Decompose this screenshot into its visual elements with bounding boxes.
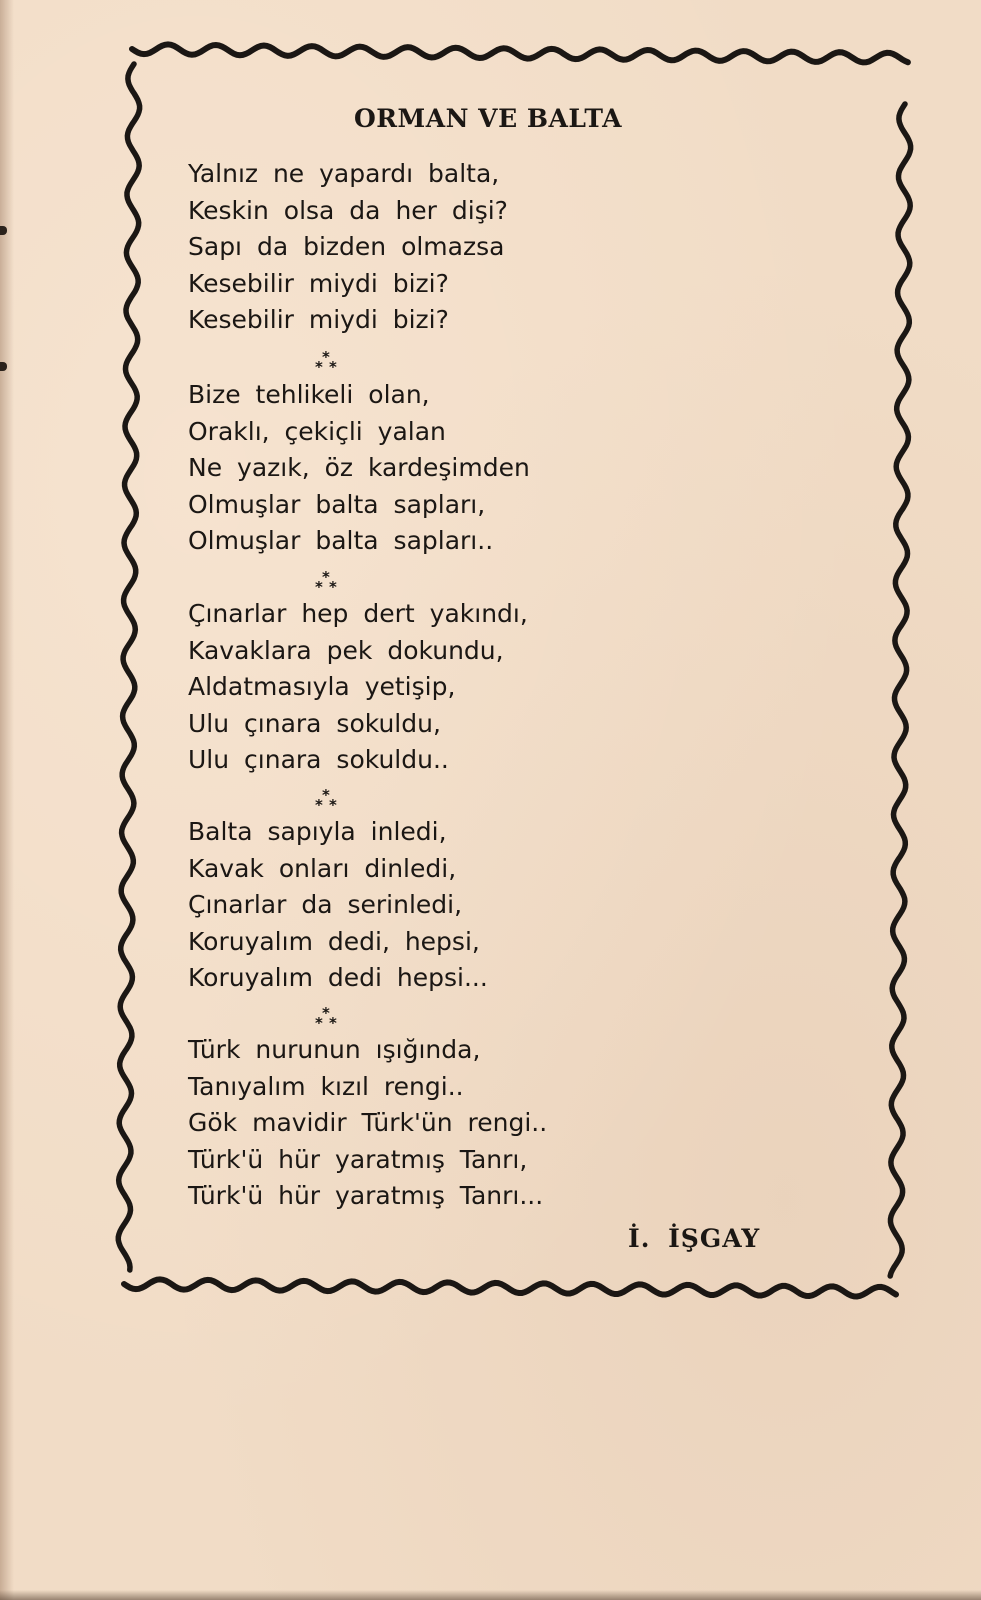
asterisk-icon: * xyxy=(322,348,330,366)
poem-line: Kesebilir miydi bizi? xyxy=(188,268,449,298)
poem-line: Tanıyalım kızıl rengi.. xyxy=(188,1071,464,1101)
poem-line: Olmuşlar balta sapları, xyxy=(188,489,486,519)
poem-line: Oraklı, çekiçli yalan xyxy=(188,416,446,446)
asterisk-icon: * xyxy=(315,796,323,814)
asterisk-icon: * xyxy=(329,1014,337,1032)
asterisk-icon: * xyxy=(329,358,337,376)
poem-title: ORMAN VE BALTA xyxy=(354,104,623,133)
poem-line: Türk'ü hür yaratmış Tanrı... xyxy=(188,1181,544,1210)
border-top xyxy=(132,44,908,62)
stanza-1 xyxy=(188,156,628,339)
poem-line: Kavak onları dinledi, xyxy=(188,853,457,883)
border-bottom xyxy=(124,1279,896,1296)
stanza-separator xyxy=(312,350,342,376)
stanza-2 xyxy=(188,377,628,560)
poem-line: Bize tehlikeli olan, xyxy=(188,380,430,409)
poem-line: Balta sapıyla inledi, xyxy=(188,817,447,846)
asterisk-icon: * xyxy=(315,358,323,376)
asterisk-icon: * xyxy=(322,1004,330,1022)
stanza-separator xyxy=(312,570,342,596)
asterisk-icon: * xyxy=(329,578,337,596)
poem-line: Türk nurunun ışığında, xyxy=(188,1035,481,1064)
poem-line: Yalnız ne yapardı balta, xyxy=(188,159,500,188)
poem-line: Koruyalım dedi hepsi... xyxy=(188,963,488,992)
poem-line: Olmuşlar balta sapları.. xyxy=(188,526,494,555)
poem-author: İ. İŞGAY xyxy=(628,1224,761,1253)
poem-line: Ulu çınara sokuldu.. xyxy=(188,745,449,774)
poem-line: Aldatmasıyla yetişip, xyxy=(188,672,456,701)
poem-line: Keskin olsa da her dişi? xyxy=(188,195,508,225)
border-left xyxy=(118,64,139,1270)
poem-line: Çınarlar da serinledi, xyxy=(188,890,463,919)
poem-line: Kesebilir miydi bizi? xyxy=(188,305,449,334)
poem-line: Ulu çınara sokuldu, xyxy=(188,708,441,738)
poem-line: Gök mavidir Türk'ün rengi.. xyxy=(188,1108,548,1137)
stanza-3 xyxy=(188,596,628,779)
border-right xyxy=(890,104,910,1276)
poem-line: Ne yazık, öz kardeşimden xyxy=(188,453,530,482)
poem-line: Çınarlar hep dert yakındı, xyxy=(188,599,528,628)
asterisk-icon: * xyxy=(315,1014,323,1032)
asterisk-icon: * xyxy=(329,796,337,814)
stanza-separator xyxy=(312,788,342,814)
asterisk-icon: * xyxy=(322,568,330,586)
stanza-4 xyxy=(188,814,628,997)
asterisk-icon: * xyxy=(315,578,323,596)
poem-line: Koruyalım dedi, hepsi, xyxy=(188,926,480,956)
stanza-5 xyxy=(188,1032,628,1215)
asterisk-icon: * xyxy=(322,786,330,804)
stanza-separator xyxy=(312,1006,342,1032)
poem-line: Sapı da bizden olmazsa xyxy=(188,232,505,261)
poem-line: Kavaklara pek dokundu, xyxy=(188,635,504,665)
poem-line: Türk'ü hür yaratmış Tanrı, xyxy=(188,1144,528,1174)
